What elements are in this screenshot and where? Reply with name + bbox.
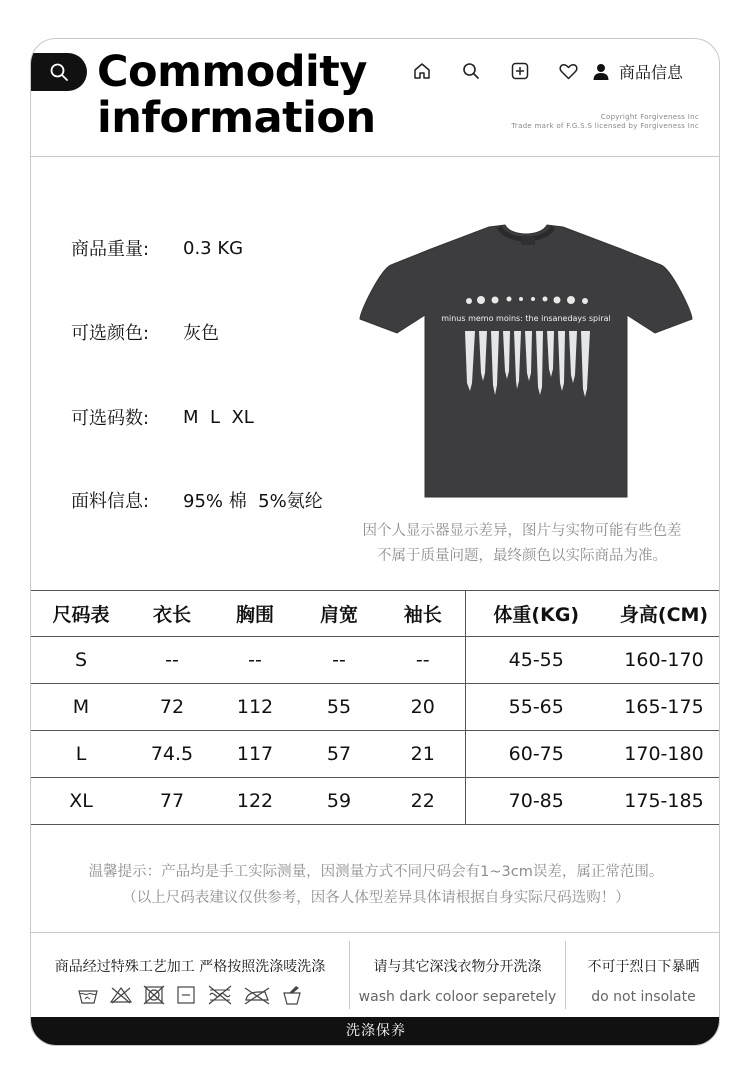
heart-icon: [559, 63, 578, 80]
spec-value: 0.3 KG: [183, 237, 244, 259]
disclaimer-line-2: 不属于质量问题，最终颜色以实际商品为准。: [377, 548, 667, 564]
table-row: [31, 731, 720, 778]
care-title: 商品经过特殊工艺加工 严格按照洗涤唛洗涤: [54, 959, 326, 975]
spec-value: M L XL: [183, 406, 254, 428]
table-cell: 112: [213, 684, 297, 731]
home-icon: [413, 62, 431, 80]
no-bleach-icon: [109, 985, 133, 1005]
spec-weight: [71, 235, 243, 261]
table-row: [31, 637, 720, 684]
care-col-wash-label: [31, 941, 349, 1005]
copyright-line-2: Trade mark of F.G.S.S licensed by Forgiveness Inc: [511, 122, 699, 130]
add-button[interactable]: [495, 59, 544, 83]
table-cell: --: [381, 637, 465, 684]
plus-square-icon: [511, 62, 529, 80]
nav-search-button[interactable]: [446, 59, 495, 83]
table-cell: 22: [381, 778, 465, 825]
table-cell: 165-175: [607, 684, 720, 731]
care-title: 不可于烈日下暴晒: [587, 959, 700, 975]
header-cell: 衣长: [131, 591, 213, 637]
footer-bar: [31, 1017, 720, 1046]
table-cell: 45-55: [465, 637, 607, 684]
table-cell: 77: [131, 778, 213, 825]
search-icon: [49, 62, 69, 82]
table-cell: 20: [381, 684, 465, 731]
table-cell: 59: [297, 778, 381, 825]
header-cell: 尺码表: [31, 591, 131, 637]
user-menu[interactable]: [593, 60, 683, 83]
spec-color: [71, 319, 219, 345]
copyright-text: [511, 113, 699, 131]
table-cell: 55: [297, 684, 381, 731]
care-subtitle: do not insolate: [591, 989, 696, 1005]
header-cell: 身高(CM): [607, 591, 720, 637]
spec-key: 面料信息:: [71, 491, 150, 512]
table-cell: 122: [213, 778, 297, 825]
header-cell: 肩宽: [297, 591, 381, 637]
table-cell: --: [213, 637, 297, 684]
table-cell: 160-170: [607, 637, 720, 684]
spec-value: 灰色: [183, 323, 219, 344]
table-cell: 57: [297, 731, 381, 778]
care-divider: [31, 932, 720, 933]
table-cell: XL: [31, 778, 131, 825]
no-tumble-dry-icon: [143, 985, 165, 1005]
flat-dry-icon: [175, 985, 197, 1005]
spec-fabric: [71, 487, 323, 513]
top-nav: [397, 59, 683, 83]
hand-wash-icon: [77, 985, 99, 1005]
table-cell: 175-185: [607, 778, 720, 825]
table-cell: 74.5: [131, 731, 213, 778]
table-cell: S: [31, 637, 131, 684]
care-section: [31, 941, 720, 1017]
copyright-line-1: Copyright Forgiveness Inc: [600, 113, 699, 121]
table-cell: --: [131, 637, 213, 684]
care-col-sun: [566, 941, 720, 1005]
title-line-1: Commodity: [97, 47, 367, 97]
no-iron-icon: [243, 985, 271, 1005]
header-cell: 袖长: [381, 591, 465, 637]
table-cell: --: [297, 637, 381, 684]
user-menu-label: 商品信息: [619, 62, 684, 82]
table-cell: 70-85: [465, 778, 607, 825]
user-icon: [593, 63, 609, 80]
spec-key: 可选颜色:: [71, 323, 150, 344]
spec-key: 商品重量:: [71, 239, 150, 260]
care-title: 请与其它深浅衣物分开洗涤: [373, 959, 542, 975]
size-table: [31, 590, 720, 825]
care-col-separate: [350, 941, 565, 1005]
measurement-tips: [31, 859, 720, 911]
table-cell: 72: [131, 684, 213, 731]
care-icon-row: [31, 985, 349, 1005]
title-line-2: information: [97, 93, 376, 143]
favorite-button[interactable]: [544, 59, 593, 83]
disclaimer-line-1: 因个人显示器显示差异，图片与实物可能有些色差: [362, 523, 682, 539]
header-cell: 胸围: [213, 591, 297, 637]
page-title: [97, 49, 376, 141]
table-cell: L: [31, 731, 131, 778]
shirt-print-text: minus memo moins: the insanedays spiral: [441, 314, 611, 323]
no-wring-icon: [207, 985, 233, 1005]
home-button[interactable]: [397, 59, 446, 83]
table-cell: 170-180: [607, 731, 720, 778]
dry-clean-icon: [281, 985, 303, 1005]
table-cell: 55-65: [465, 684, 607, 731]
search-icon: [462, 62, 480, 80]
spec-sizes: [71, 404, 254, 430]
table-cell: 117: [213, 731, 297, 778]
spec-key: 可选码数:: [71, 408, 150, 429]
search-button[interactable]: [31, 53, 87, 91]
commodity-card: [30, 38, 720, 1046]
header-divider: [31, 156, 720, 157]
footer-label: 洗涤保养: [346, 1023, 406, 1039]
size-table-header: [31, 591, 720, 637]
care-subtitle: wash dark coloor separetely: [358, 989, 557, 1005]
header-cell: 体重(KG): [465, 591, 607, 637]
tips-line-2: （以上尺码表建议仅供参考，因各人体型差异具体请根据自身实际尺码选购！）: [122, 890, 630, 906]
table-cell: M: [31, 684, 131, 731]
tips-line-1: 温馨提示：产品均是手工实际测量，因测量方式不同尺码会有1~3cm误差，属正常范围。: [88, 864, 664, 880]
product-image: [359, 223, 693, 502]
table-cell: 21: [381, 731, 465, 778]
color-disclaimer: [337, 519, 707, 569]
table-cell: 60-75: [465, 731, 607, 778]
table-row: [31, 684, 720, 731]
table-row: [31, 778, 720, 825]
spec-value: 95% 棉 5%氨纶: [183, 491, 323, 512]
